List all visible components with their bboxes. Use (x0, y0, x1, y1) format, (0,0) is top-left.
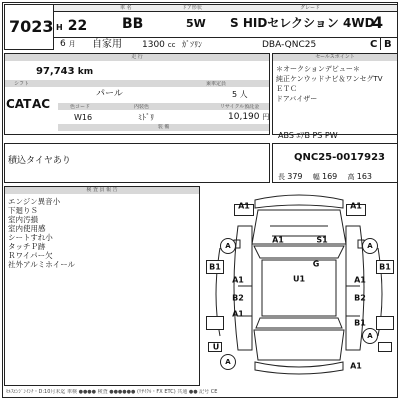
damage-mark: A1 (238, 201, 250, 211)
month-unit: 月 (68, 40, 76, 48)
selling-points-label: セールスポイント (273, 54, 397, 61)
mileage-label: 走 行 (5, 54, 269, 61)
selling-point: ドアバイザー (276, 95, 318, 103)
door-type: 5W (186, 17, 206, 30)
header-labels-row (54, 4, 398, 12)
color-code-label: 色コード (70, 104, 91, 110)
comment-line: 室内使用感 (8, 224, 46, 233)
panel-box-l2 (206, 316, 224, 330)
equipment-label: 装 備 (58, 124, 269, 131)
header-label-2: ドア形状 (182, 5, 202, 11)
mileage-unit: km (77, 67, 94, 77)
damage-mark: A1 (232, 309, 244, 319)
damage-mark: U (212, 342, 220, 352)
trim-label: 内装色 (134, 104, 150, 110)
header-divider (54, 37, 398, 38)
displacement-unit: cc (167, 41, 176, 49)
panel-box-r2 (376, 316, 394, 330)
seats-value: 5 (232, 90, 238, 99)
seats-unit: 人 (239, 90, 248, 99)
comments-label: 検 査 員 報 告 (5, 187, 199, 194)
recycle-fee (228, 112, 269, 122)
special-note: 積込タイヤあり (8, 156, 71, 166)
exterior-grade: B (384, 39, 392, 50)
damage-mark: B1 (379, 262, 391, 272)
header-label-3: グレード (300, 5, 321, 11)
dim-height-label: 高 (347, 173, 355, 181)
recycle-fee-value: 10,190 (228, 112, 260, 122)
damage-mark: B2 (232, 293, 244, 303)
era-year (56, 15, 87, 34)
equipment-line: ABS ｴｱB PS PW (278, 131, 338, 140)
wheel-mark: A (362, 238, 378, 254)
lot-number-box (4, 4, 54, 50)
damage-mark: A1 (272, 235, 284, 245)
model-code: DBA-QNC25 (262, 40, 317, 50)
damage-mark: A1 (232, 275, 244, 285)
seats-label: 乗車定員 (206, 81, 227, 87)
shift: CAT (6, 97, 32, 111)
comment-line: 社外アルミホイール (8, 260, 76, 269)
grade-divider (380, 38, 381, 50)
damage-mark: B1 (209, 262, 221, 272)
usage: 自家用 (92, 39, 122, 50)
mileage (36, 66, 93, 77)
damage-mark: G (312, 259, 320, 269)
displacement (142, 40, 175, 50)
damage-mark: S1 (316, 235, 328, 245)
body-diagram (200, 186, 398, 386)
month-value: 6 (60, 39, 66, 49)
color-code: W16 (74, 113, 93, 122)
header-label-1: 車 名 (120, 5, 132, 11)
interior-grade: C (370, 39, 378, 50)
seats (232, 90, 248, 99)
wheel-mark: A (362, 328, 378, 344)
selling-points-list (276, 65, 383, 103)
damage-mark: B2 (354, 293, 366, 303)
comment-line: エンジン異音小 (8, 197, 61, 206)
year: 22 (67, 18, 88, 34)
score: 4 (372, 13, 384, 32)
damage-mark: U1 (292, 274, 306, 284)
comment-line: 下廻りＳ (8, 206, 38, 215)
damage-mark: A1 (350, 361, 362, 371)
model-name: BB (122, 16, 144, 32)
comment-line: Ｒワイパー欠 (8, 251, 53, 260)
selling-point: ＊オークションデビュー＊ (276, 65, 360, 73)
wheel-mark: A (220, 238, 236, 254)
displacement-value: 1300 (142, 40, 165, 50)
trim-color: ﾐﾄﾞﾘ (138, 113, 154, 122)
damage-mark: B1 (354, 318, 366, 328)
comments-list (8, 197, 75, 269)
air-conditioning: AC (32, 97, 51, 111)
era: H (56, 23, 63, 32)
dim-width-label: 幅 (312, 173, 320, 181)
dim-width: 169 (321, 172, 338, 181)
recycle-fee-unit: 円 (262, 113, 270, 121)
footer-note: ｾﾙｽｴﾝｼﾞﾝｲﾝﾁ・D:10月末迄 車検 ●●●● 検査 ●●●●●● (ﾘｻｲｸﾙ・FX ETC) 共通 ●● 記号 CE (6, 389, 218, 395)
panel-box-br (378, 342, 392, 352)
fuel-type: ｶﾞｿﾘﾝ (182, 40, 202, 49)
chassis-number: QNC25-0017923 (294, 152, 385, 163)
damage-mark: A1 (350, 201, 362, 211)
dim-length-label: 長 (278, 173, 285, 181)
comment-line: タッチＰ跡 (8, 242, 46, 251)
wheel-mark: A (220, 354, 236, 370)
dimensions (278, 173, 372, 181)
damage-mark: A1 (354, 275, 366, 285)
dim-length: 379 (287, 172, 303, 181)
month (60, 39, 76, 49)
grade: S HIDセレクション 4WD (230, 16, 375, 30)
lot-number: 7023 (9, 17, 54, 36)
shift-label: シフト (14, 81, 30, 87)
color-name: パール (96, 89, 123, 99)
dim-height: 163 (356, 172, 373, 181)
comment-line: シートすれ小 (8, 233, 53, 242)
selling-point: ＥＴＣ (276, 85, 297, 93)
mileage-value: 97,743 (36, 66, 75, 77)
recycle-label: リサイクル預託金 (220, 104, 260, 110)
comment-line: 室内汚損 (8, 215, 38, 224)
equipment-label-bar (5, 80, 269, 87)
selling-point: 純正ケンウッドナビ＆ワンセグTV (276, 75, 383, 83)
